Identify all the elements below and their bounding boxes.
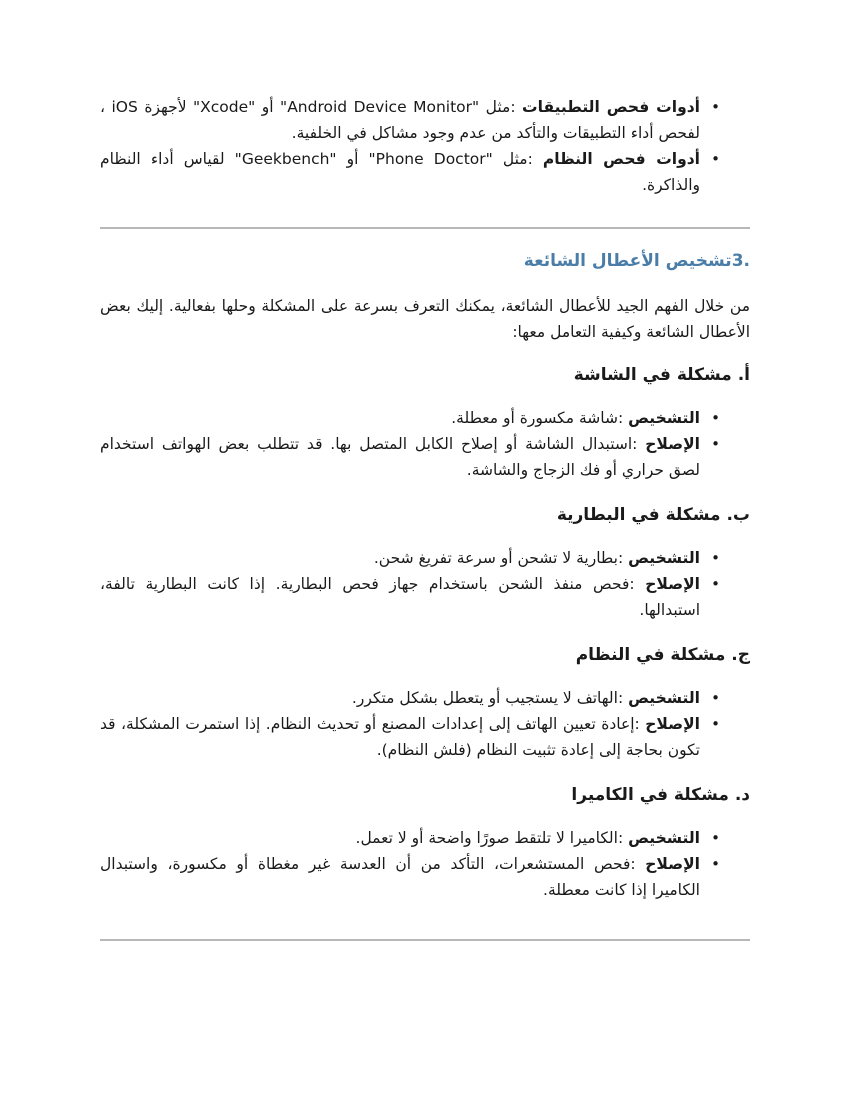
bullet-icon: •: [711, 855, 720, 873]
bullet-icon: •: [711, 98, 720, 116]
list-item-text: :فحص منفذ الشحن باستخدام جهاز فحص البطارية. إذا كانت البطارية تالفة، استبدالها.: [100, 575, 700, 619]
bullet-icon: •: [711, 715, 720, 733]
problem-list-battery: [100, 545, 750, 623]
list-item: [100, 711, 750, 763]
list-item-text: :فحص المستشعرات، التأكد من أن العدسة غير مغطاة أو مكسورة، واستبدال الكاميرا إذا كانت معطلة.: [100, 855, 700, 899]
section-divider: [100, 227, 750, 229]
tools-list: [100, 94, 750, 198]
list-item-text: :الهاتف لا يستجيب أو يتعطل بشكل متكرر.: [351, 689, 629, 707]
section-intro: من خلال الفهم الجيد للأعطال الشائعة، يمكنك التعرف بسرعة على المشكلة وحلها بفعالية. إليك بعض الأعطال الشائعة وكيفية التعامل معها:: [100, 297, 750, 341]
list-item-term: التشخيص: [628, 829, 700, 847]
list-item: [100, 431, 750, 483]
list-item: [100, 545, 750, 571]
bullet-icon: •: [711, 409, 720, 427]
list-item-term: التشخيص: [628, 549, 700, 567]
list-item-text: :شاشة مكسورة أو معطلة.: [451, 409, 629, 427]
bullet-icon: •: [711, 150, 720, 168]
problem-heading-screen: أ. مشكلة في الشاشة: [573, 365, 750, 385]
document-content: [100, 94, 750, 941]
problem-list-screen: [100, 405, 750, 483]
list-item-term: أدوات فحص التطبيقات: [522, 98, 700, 116]
list-item: [100, 851, 750, 903]
problem-list-system: [100, 685, 750, 763]
bullet-icon: •: [711, 829, 720, 847]
list-item: [100, 825, 750, 851]
list-item-term: التشخيص: [628, 689, 700, 707]
list-item: [100, 571, 750, 623]
list-item-term: التشخيص: [628, 409, 700, 427]
section-divider: [100, 939, 750, 941]
problem-heading-system: ج. مشكلة في النظام: [575, 645, 750, 665]
problem-heading-camera: د. مشكلة في الكاميرا: [571, 785, 750, 805]
list-item-term: الإصلاح: [645, 575, 700, 593]
list-item-term: أدوات فحص النظام: [542, 150, 700, 168]
list-item-term: الإصلاح: [645, 435, 700, 453]
list-item: [100, 685, 750, 711]
problem-list-camera: [100, 825, 750, 903]
list-item-text: :مثل "Phone Doctor" أو "Geekbench" لقياس أداء النظام والذاكرة.: [100, 150, 700, 194]
problem-heading-battery: ب. مشكلة في البطارية: [556, 505, 750, 525]
section-title: .3تشخيص الأعطال الشائعة: [523, 251, 750, 271]
list-item-text: :استبدال الشاشة أو إصلاح الكابل المتصل بها. قد تتطلب بعض الهواتف استخدام لصق حراري أو فك الزجاج والشاشة.: [100, 435, 700, 479]
list-item: [100, 146, 750, 198]
list-item-text: :مثل "Android Device Monitor" أو "Xcode" لأجهزة iOS ، لفحص أداء التطبيقات والتأكد من عدم وجود مشاكل في الخلفية.: [100, 98, 700, 142]
list-item-term: الإصلاح: [645, 715, 700, 733]
list-item-term: الإصلاح: [645, 855, 700, 873]
bullet-icon: •: [711, 575, 720, 593]
list-item-text: :إعادة تعيين الهاتف إلى إعدادات المصنع أو تحديث النظام. إذا استمرت المشكلة، قد تكون بحاجة إلى إعادة تثبيت النظام (فلش النظام).: [100, 715, 700, 759]
list-item: [100, 405, 750, 431]
list-item-text: :بطارية لا تشحن أو سرعة تفريغ شحن.: [373, 549, 629, 567]
bullet-icon: •: [711, 689, 720, 707]
bullet-icon: •: [711, 549, 720, 567]
bullet-icon: •: [711, 435, 720, 453]
list-item-text: :الكاميرا لا تلتقط صورًا واضحة أو لا تعمل.: [355, 829, 629, 847]
list-item: [100, 94, 750, 146]
